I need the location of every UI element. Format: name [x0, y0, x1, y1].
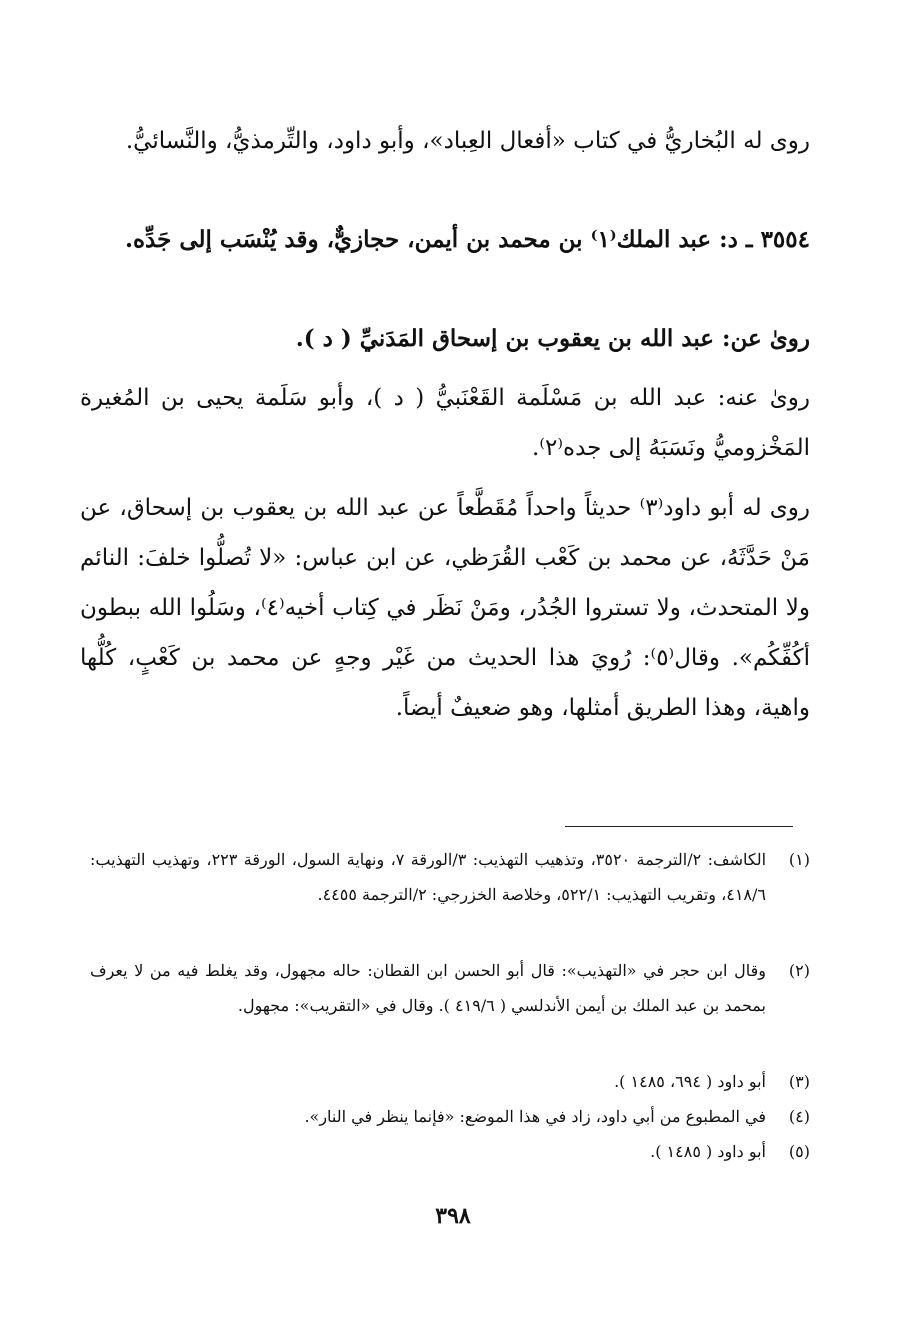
- footnote-3: [90, 1064, 810, 1099]
- entry-heading: ٣٥٥٤ ـ د: عبد الملك⁽١⁾ بن محمد بن أيمن، حجازيٌّ، وقد يُنْسَب إلى جَدِّه.: [125, 226, 810, 253]
- footnote-text: وقال ابن حجر في «التهذيب»: قال أبو الحسن ابن القطان: حاله مجهول، وقد يغلط فيه من لا يعرف بمحمد بن عبد الملك بن أيمن الأندلسي ( ٤١٩/٦ ). وقال في «التقريب»: مجهول.: [90, 961, 766, 1015]
- footnote-number: (٥): [788, 1142, 810, 1161]
- footnote-separator: [565, 826, 793, 827]
- paragraph-narrated-from: روىٰ عن: عبد الله بن يعقوب بن إسحاق المَدَنيِّ ( د ).: [295, 325, 810, 352]
- paragraph-hadith: روى له أبو داود⁽٣⁾ حديثاً واحداً مُقَطَّعاً عن عبد الله بن يعقوب بن إسحاق، عن مَنْ حَدَّثَهُ، عن محمد بن كَعْب القُرَظي، عن ابن عباس: «لا تُصلُّوا خلفَ: النائم ولا المتحدث، ولا تستروا الجُدُر، ومَنْ نَظَر في كِتاب أخيه⁽٤⁾، وسَلُوا الله ببطون أكُفِّكُم». وقال⁽٥⁾: رُويَ هذا الحديث من غَيْر وجهٍ عن محمد بن كَعْبٍ، كُلُّها واهية، وهذا الطريق أمثلها، وهو ضعيفٌ أيضاً.: [80, 495, 810, 721]
- footnote-text: أبو داود ( ١٤٨٥ ).: [650, 1142, 766, 1161]
- footnote-number: (٤): [788, 1107, 810, 1126]
- footnote-text: في المطبوع من أبي داود، زاد في هذا الموضع: «فإنما ينظر في النار».: [304, 1107, 766, 1126]
- footnote-1: [90, 842, 810, 912]
- paragraph-narrators: روى له البُخاريُّ في كتاب «أفعال العِباد»، وأبو داود، والتِّرمذيُّ، والنَّسائيُّ.: [125, 128, 810, 154]
- footnote-number: (٢): [788, 961, 810, 980]
- footnote-text: الكاشف: ٢/الترجمة ٣٥٢٠، وتذهيب التهذيب: ٣/الورقة ٧، ونهاية السول، الورقة ٢٢٣، وتهذيب التهذيب: ٤١٨/٦، وتقريب التهذيب: ٥٢٢/١، وخلاصة الخزرجي: ٢/الترجمة ٤٤٥٥.: [90, 850, 767, 904]
- footnote-number: (٣): [788, 1072, 810, 1091]
- footnote-4: [90, 1099, 810, 1134]
- paragraph-narrated-by: روىٰ عنه: عبد الله بن مَسْلَمة القَعْنَبيُّ ( د )، وأبو سَلَمة يحيى بن المُغيرة المَخْزوميُّ ونَسَبَهُ إلى جده⁽٢⁾.: [80, 385, 810, 461]
- footnote-2: [90, 953, 810, 1023]
- footnote-5: [90, 1134, 810, 1169]
- page-number: ٣٩٨: [435, 1203, 471, 1229]
- footnote-number: (١): [788, 850, 810, 869]
- footnote-text: أبو داود ( ٦٩٤، ١٤٨٥ ).: [614, 1072, 766, 1091]
